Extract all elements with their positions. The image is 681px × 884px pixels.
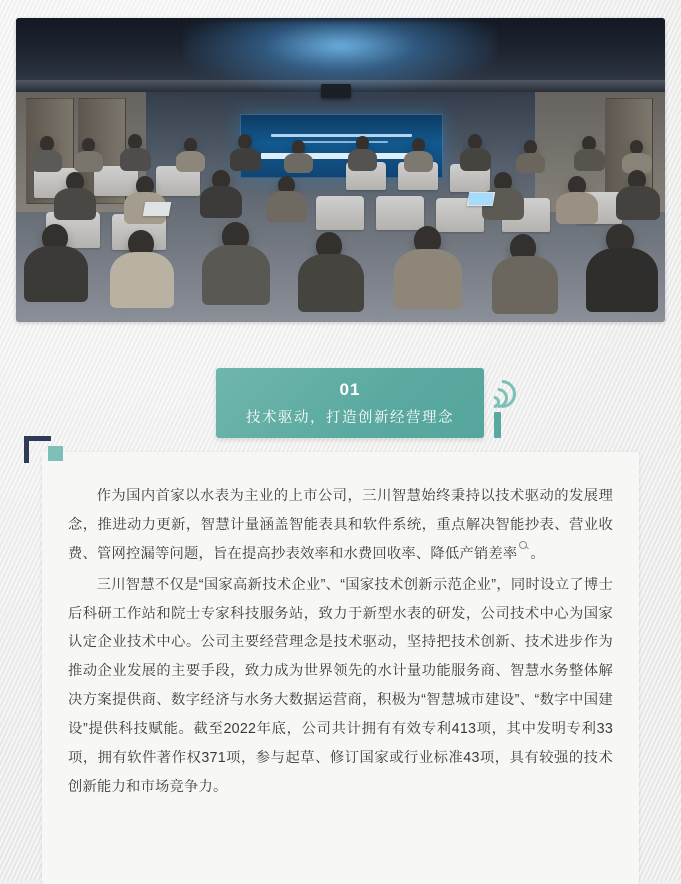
photo-background (16, 18, 665, 322)
article-body (16, 452, 665, 884)
search-icon (519, 541, 530, 552)
section-number: 01 (339, 379, 361, 399)
corner-dark-square (24, 436, 51, 463)
paragraph-1: 作为国内首家以水表为主业的上市公司，三川智慧始终秉持以技术驱动的发展理念，推进动力更新，智慧计量涵盖智能表具和软件系统，重点解决智能抄表、营业收费、管网控漏等问题，旨在提高抄表效率和水费回收率、降低产销差率 。 (68, 488, 613, 562)
section-title-box (216, 368, 484, 438)
audience-crowd (16, 132, 665, 322)
band-tail-decoration (494, 412, 501, 438)
text-card (42, 452, 639, 884)
wifi-signal-icon (486, 370, 520, 410)
section-title: 技术驱动，打造创新经营理念 (246, 409, 454, 426)
conference-photo (16, 18, 665, 322)
projector-icon (321, 84, 351, 98)
paragraph-2: 三川智慧不仅是“国家高新技术企业”、“国家技术创新示范企业”，同时设立了博士后科研工作站和院士专家科技服务站，致力于新型水表的研发，公司技术中心为国家认定企业技术中心。公司主要经营理念是技术驱动，坚持把技术创新、技术进步作为推动企业发展的主要手段，致力成为世界领先的水计量功能服务商、智慧水务整体解决方案提供商、数字经济与水务大数据运营商，积极为“智慧城市建设”、“数字中国建设”提供科技赋能。截至2022年底，公司共计拥有有效专利413项，其中发明专利33项，拥有软件著作权371项，参与起草、修订国家或行业标准43项，具有较强的技术创新能力和市场竞争力。 (68, 576, 613, 795)
section-header (16, 368, 665, 440)
corner-teal-square (48, 446, 63, 461)
paragraph-1-text: 作为国内首家以水表为主业的上市公司，三川智慧始终秉持以技术驱动的发展理念，推进动力更新，智慧计量涵盖智能表具和软件系统，重点解决智能抄表、营业收费、管网控漏等问题，旨在提高抄表效率和水费回收率、降低产销差率 (68, 488, 613, 562)
corner-decoration (24, 436, 68, 462)
